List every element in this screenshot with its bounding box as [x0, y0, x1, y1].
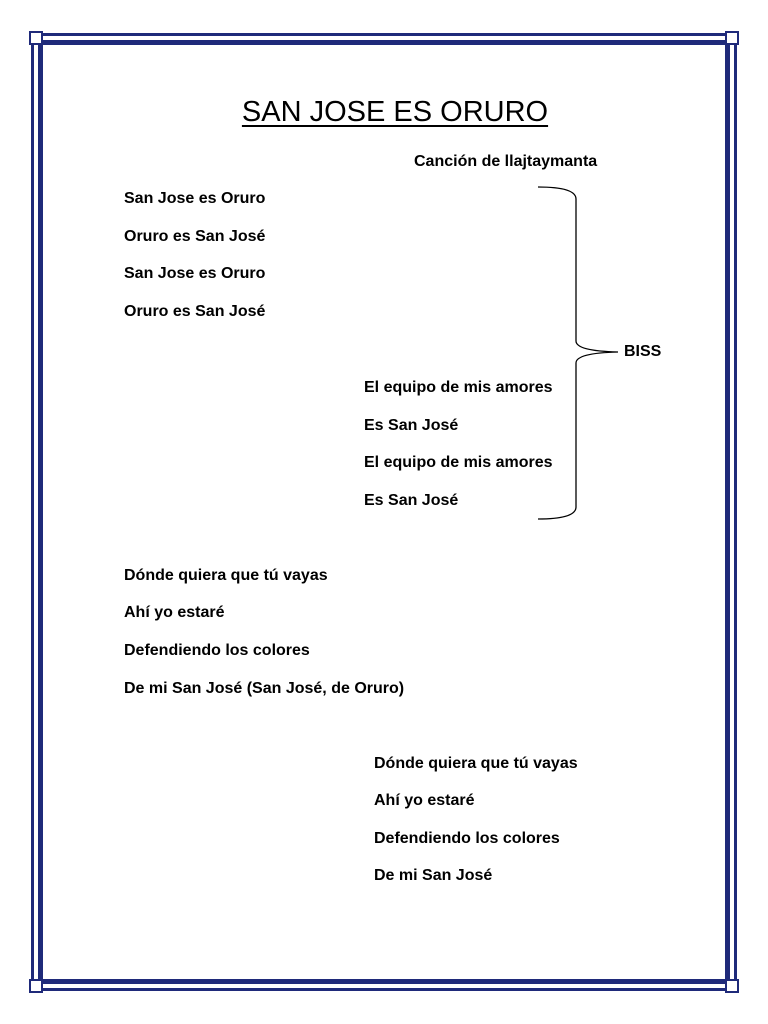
- chorus2-line-4: De mi San José: [374, 867, 493, 884]
- chorus2-line-3: Defendiendo los colores: [374, 830, 560, 847]
- border-corner-bottom-left: [29, 979, 43, 993]
- chorus1-line-3: Defendiendo los colores: [124, 642, 310, 659]
- verse1-line-2: Oruro es San José: [124, 228, 266, 245]
- verse1-line-3: San Jose es Oruro: [124, 265, 266, 282]
- border-corner-top-left: [29, 31, 43, 45]
- song-subtitle: Canción de llajtaymanta: [414, 153, 598, 170]
- chorus2-line-2: Ahí yo estaré: [374, 792, 475, 809]
- chorus1-line-2: Ahí yo estaré: [124, 604, 225, 621]
- chorus1-line-1: Dónde quiera que tú vayas: [124, 567, 328, 584]
- verse1-indented-line-3: El equipo de mis amores: [364, 454, 553, 471]
- border-corner-bottom-right: [725, 979, 739, 993]
- verse1-indented-line-4: Es San José: [364, 492, 459, 509]
- chorus1-line-4: De mi San José (San José, de Oruro): [124, 680, 405, 697]
- verse1-indented-line-2: Es San José: [364, 417, 459, 434]
- verse1-indented-line-1: El equipo de mis amores: [364, 379, 553, 396]
- verse1-line-1: San Jose es Oruro: [124, 190, 266, 207]
- border-corner-top-right: [725, 31, 739, 45]
- repeat-brace: [536, 185, 626, 525]
- song-title: SAN JOSE ES ORURO: [241, 96, 549, 128]
- chorus2-line-1: Dónde quiera que tú vayas: [374, 755, 578, 772]
- repeat-label: BISS: [624, 343, 662, 360]
- verse1-line-4: Oruro es San José: [124, 303, 266, 320]
